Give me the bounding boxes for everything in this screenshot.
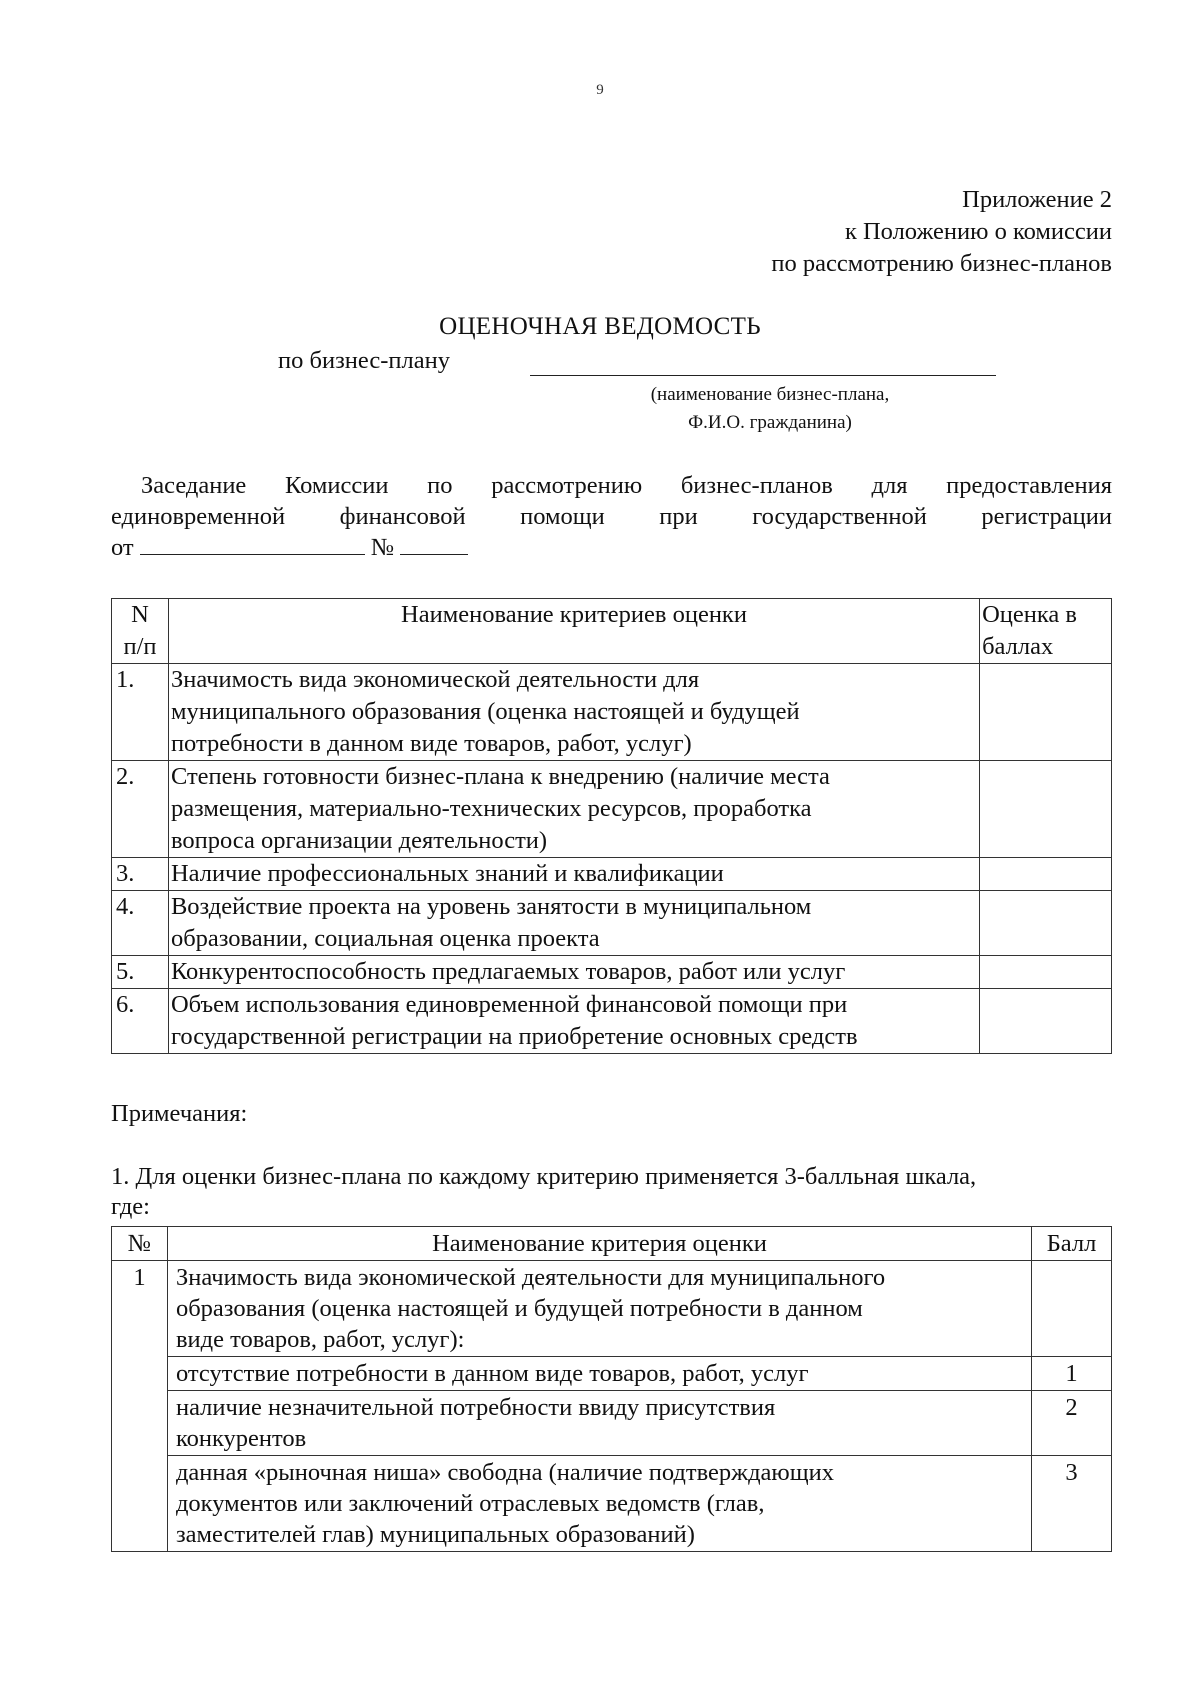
table-row bbox=[112, 1357, 1112, 1391]
meeting-line: единовременной финансовой помощи при государственной регистрации bbox=[111, 503, 1112, 530]
page-number: 9 bbox=[596, 82, 604, 98]
subtitle: по бизнес-плану bbox=[278, 347, 450, 374]
criterion-name: Объем использования единовременной финансовой помощи при государственной регистрации на приобретение основных средств bbox=[168, 989, 979, 1054]
row-number: 1. bbox=[112, 664, 169, 761]
score-cell[interactable] bbox=[980, 664, 1112, 761]
meeting-date-line bbox=[111, 532, 1112, 563]
table-row bbox=[112, 1456, 1112, 1552]
number-label: № bbox=[370, 534, 395, 561]
option-text: отсутствие потребности в данном виде товаров, работ, услуг bbox=[167, 1357, 1031, 1391]
number-blank bbox=[400, 532, 468, 555]
option-score: 1 bbox=[1032, 1357, 1112, 1391]
criterion-name: Конкурентоспособность предлагаемых товаров, работ или услуг bbox=[168, 956, 979, 989]
criterion-name: Наличие профессиональных знаний и квалификации bbox=[168, 858, 979, 891]
score-cell[interactable] bbox=[980, 891, 1112, 956]
score-cell[interactable] bbox=[980, 989, 1112, 1054]
name-header: Наименование критерия оценки bbox=[167, 1227, 1031, 1261]
appendix-line: к Положению о комиссии bbox=[844, 218, 1112, 245]
option-score: 2 bbox=[1032, 1391, 1112, 1456]
criterion-name: Значимость вида экономической деятельности для муниципального образования (оценка настоящей и будущей потребности в данном виде товаров, работ, услуг): bbox=[167, 1261, 1031, 1357]
table-header-row bbox=[112, 599, 1112, 664]
appendix-line: Приложение 2 bbox=[962, 186, 1112, 213]
criterion-name: Значимость вида экономической деятельности для муниципального образования (оценка настоящей и будущей потребности в данном виде товаров, работ, услуг) bbox=[168, 664, 979, 761]
row-number: 2. bbox=[112, 761, 169, 858]
name-hint bbox=[590, 381, 950, 437]
table-row bbox=[112, 1261, 1112, 1357]
name-hint-line: Ф.И.О. гражданина) bbox=[688, 412, 852, 433]
score-cell bbox=[1032, 1261, 1112, 1357]
table-row bbox=[112, 1391, 1112, 1456]
table-row bbox=[112, 956, 1112, 989]
scale-table bbox=[111, 1226, 1112, 1552]
name-hint-line: (наименование бизнес-плана, bbox=[650, 384, 890, 405]
score-cell[interactable] bbox=[980, 956, 1112, 989]
row-number: 5. bbox=[112, 956, 169, 989]
criteria-table bbox=[111, 598, 1112, 1054]
table-row bbox=[112, 989, 1112, 1054]
num-header: № bbox=[112, 1227, 168, 1261]
row-number: 3. bbox=[112, 858, 169, 891]
option-text: данная «рыночная ниша» свободна (наличие подтверждающих документов или заключений отраслевых ведомств (глав, заместителей глав) муниципальных образований) bbox=[167, 1456, 1031, 1552]
notes-label: Примечания: bbox=[111, 1100, 248, 1127]
score-header: Оценка в баллах bbox=[980, 599, 1112, 664]
page-title: ОЦЕНОЧНАЯ ВЕДОМОСТЬ bbox=[439, 313, 761, 340]
row-number: 4. bbox=[112, 891, 169, 956]
meeting-line: Заседание Комиссии по рассмотрению бизнес-планов для предоставления bbox=[141, 472, 1112, 499]
option-text: наличие незначительной потребности ввиду присутствия конкурентов bbox=[167, 1391, 1031, 1456]
note-1 bbox=[111, 1162, 1112, 1222]
appendix-header bbox=[771, 184, 1112, 280]
row-number: 1 bbox=[112, 1261, 168, 1552]
row-number: 6. bbox=[112, 989, 169, 1054]
option-score: 3 bbox=[1032, 1456, 1112, 1552]
business-plan-name-blank bbox=[530, 375, 996, 376]
criterion-name: Воздействие проекта на уровень занятости в муниципальном образовании, социальная оценка проекта bbox=[168, 891, 979, 956]
note-line: 1. Для оценки бизнес-плана по каждому критерию применяется 3-балльная шкала, bbox=[111, 1163, 977, 1190]
table-row bbox=[112, 664, 1112, 761]
score-header: Балл bbox=[1032, 1227, 1112, 1261]
appendix-line: по рассмотрению бизнес-планов bbox=[771, 250, 1112, 277]
name-header: Наименование критериев оценки bbox=[168, 599, 979, 664]
table-header-row bbox=[112, 1227, 1112, 1261]
table-row bbox=[112, 858, 1112, 891]
meeting-paragraph bbox=[111, 470, 1112, 563]
criterion-name: Степень готовности бизнес-плана к внедрению (наличие места размещения, материально-технических ресурсов, проработка вопроса организации деятельности) bbox=[168, 761, 979, 858]
score-cell[interactable] bbox=[980, 858, 1112, 891]
score-cell[interactable] bbox=[980, 761, 1112, 858]
table-row bbox=[112, 761, 1112, 858]
date-blank bbox=[140, 532, 365, 555]
num-header: N п/п bbox=[112, 599, 169, 664]
table-row bbox=[112, 891, 1112, 956]
from-label: от bbox=[111, 534, 134, 561]
note-line: где: bbox=[111, 1193, 150, 1220]
